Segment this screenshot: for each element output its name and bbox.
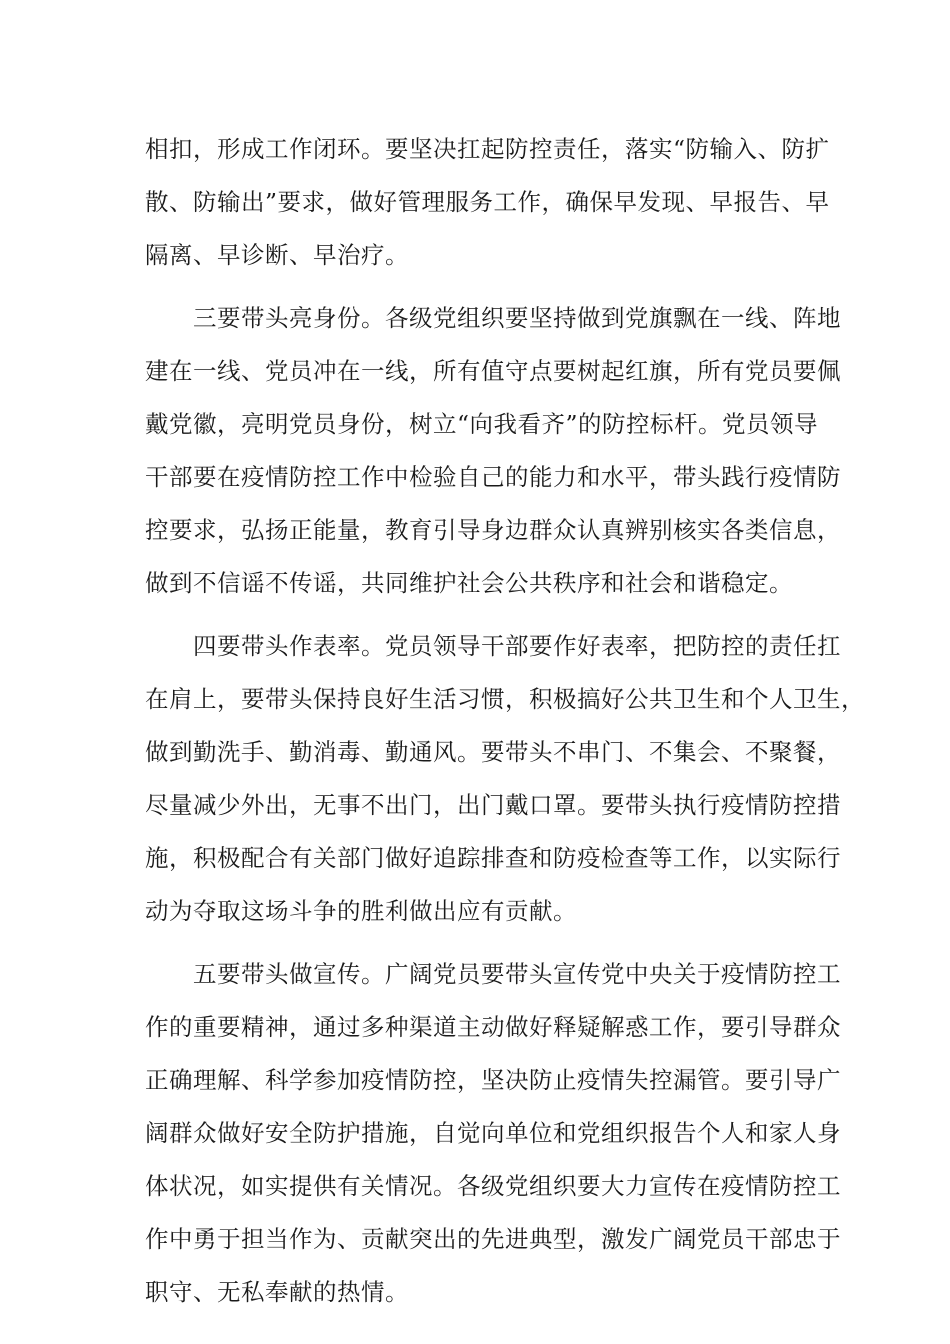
text-line: 正确理解、科学参加疫情防控，坚决防止疫情失控漏管。要引导广 [145, 1066, 841, 1094]
paragraph-1 [145, 123, 830, 282]
paragraph-4 [145, 948, 841, 1319]
text-line: 在肩上，要带头保持良好生活习惯，积极搞好公共卫生和个人卫生， [145, 685, 865, 713]
text-line: 四要带头作表率。党员领导干部要作好表率，把防控的责任扛 [145, 632, 841, 660]
text-line: 施，积极配合有关部门做好追踪排查和防疫检查等工作，以实际行 [145, 844, 841, 872]
text-line: 隔离、早诊断、早治疗。 [145, 241, 409, 269]
text-line: 控要求，弘扬正能量，教育引导身边群众认真辨别核实各类信息， [145, 516, 841, 544]
text-line: 体状况，如实提供有关情况。各级党组织要大力宣传在疫情防控工 [145, 1172, 841, 1200]
text-line: 职守、无私奉献的热情。 [145, 1278, 409, 1306]
paragraph-2 [145, 292, 841, 610]
paragraph-3 [145, 620, 865, 938]
text-line: 动为夺取这场斗争的胜利做出应有贡献。 [145, 897, 577, 925]
text-line: 做到勤洗手、勤消毒、勤通风。要带头不串门、不集会、不聚餐， [145, 738, 841, 766]
text-line: 三要带头亮身份。各级党组织要坚持做到党旗飘在一线、阵地 [145, 304, 841, 332]
document-body [145, 123, 865, 1319]
text-line: 干部要在疫情防控工作中检验自己的能力和水平，带头践行疫情防 [145, 463, 841, 491]
text-line: 建在一线、党员冲在一线，所有值守点要树起红旗，所有党员要佩 [145, 357, 841, 385]
text-line: 散、防输出”要求，做好管理服务工作，确保早发现、早报告、早 [145, 188, 830, 216]
text-line: 戴党徽，亮明党员身份，树立“向我看齐”的防控标杆。党员领导 [145, 410, 819, 438]
text-line: 五要带头做宣传。广阔党员要带头宣传党中央关于疫情防控工 [145, 960, 841, 988]
text-line: 作中勇于担当作为、贡献突出的先进典型，激发广阔党员干部忠于 [145, 1225, 841, 1253]
text-line: 作的重要精神，通过多种渠道主动做好释疑解惑工作，要引导群众 [145, 1013, 841, 1041]
text-line: 尽量减少外出，无事不出门，出门戴口罩。要带头执行疫情防控措 [145, 791, 841, 819]
text-line: 阔群众做好安全防护措施，自觉向单位和党组织报告个人和家人身 [145, 1119, 841, 1147]
text-line: 相扣，形成工作闭环。要坚决扛起防控责任，落实“防输入、防扩 [145, 135, 830, 163]
text-line: 做到不信谣不传谣，共同维护社会公共秩序和社会和谐稳定。 [145, 569, 793, 597]
